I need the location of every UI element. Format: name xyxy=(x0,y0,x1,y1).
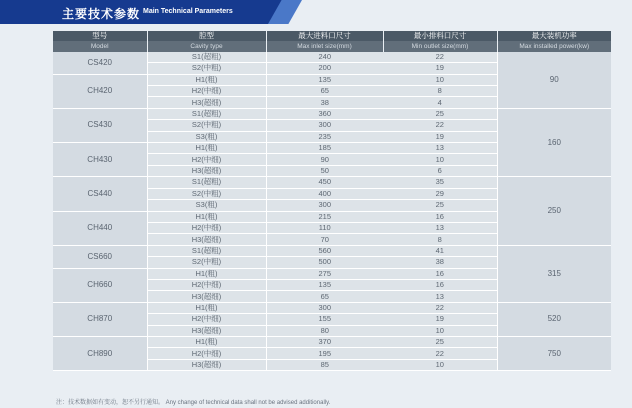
header-model-cn: 型号 xyxy=(53,31,147,41)
cavity-type-cell: S1(超粗) xyxy=(147,108,266,119)
page-subtitle: Main Technical Parameters xyxy=(143,8,233,15)
table-row xyxy=(53,336,611,347)
cavity-type-cell: S2(中粗) xyxy=(147,120,266,131)
outlet-size-cell: 16 xyxy=(383,268,497,279)
outlet-size-cell: 13 xyxy=(383,291,497,302)
inlet-size-cell: 300 xyxy=(266,302,383,313)
model-cell: CH660 xyxy=(53,268,147,302)
cavity-type-cell: S1(超粗) xyxy=(147,245,266,256)
inlet-size-cell: 300 xyxy=(266,200,383,211)
outlet-size-cell: 19 xyxy=(383,314,497,325)
outlet-size-cell: 16 xyxy=(383,279,497,290)
model-cell: CH870 xyxy=(53,302,147,336)
outlet-size-cell: 8 xyxy=(383,86,497,97)
cavity-type-cell: H3(超细) xyxy=(147,234,266,245)
header-row-en xyxy=(53,41,611,51)
outlet-size-cell: 19 xyxy=(383,131,497,142)
cavity-type-cell: S2(中粗) xyxy=(147,188,266,199)
inlet-size-cell: 135 xyxy=(266,74,383,85)
header-inlet-en: Max inlet size(mm) xyxy=(266,41,383,51)
header-model-en: Model xyxy=(53,41,147,51)
cavity-type-cell: H1(粗) xyxy=(147,211,266,222)
cavity-type-cell: H3(超细) xyxy=(147,165,266,176)
page-title: 主要技术参数 xyxy=(62,7,141,21)
outlet-size-cell: 38 xyxy=(383,257,497,268)
outlet-size-cell: 25 xyxy=(383,108,497,119)
cavity-type-cell: H2(中细) xyxy=(147,279,266,290)
table-row xyxy=(53,302,611,313)
inlet-size-cell: 300 xyxy=(266,120,383,131)
outlet-size-cell: 10 xyxy=(383,359,497,370)
outlet-size-cell: 10 xyxy=(383,154,497,165)
inlet-size-cell: 200 xyxy=(266,63,383,74)
outlet-size-cell: 8 xyxy=(383,234,497,245)
cavity-type-cell: S2(中粗) xyxy=(147,63,266,74)
inlet-size-cell: 70 xyxy=(266,234,383,245)
model-cell: CH430 xyxy=(53,143,147,177)
inlet-size-cell: 135 xyxy=(266,279,383,290)
outlet-size-cell: 10 xyxy=(383,325,497,336)
inlet-size-cell: 80 xyxy=(266,325,383,336)
header-bar xyxy=(0,0,632,26)
inlet-size-cell: 240 xyxy=(266,52,383,63)
cavity-type-cell: H3(超细) xyxy=(147,325,266,336)
header-outlet-cn: 最小排料口尺寸 xyxy=(383,31,497,41)
inlet-size-cell: 195 xyxy=(266,348,383,359)
inlet-size-cell: 65 xyxy=(266,86,383,97)
power-cell: 520 xyxy=(497,302,611,336)
outlet-size-cell: 25 xyxy=(383,336,497,347)
model-cell: CS660 xyxy=(53,245,147,268)
header-cavity-en: Cavity type xyxy=(147,41,266,51)
inlet-size-cell: 185 xyxy=(266,143,383,154)
inlet-size-cell: 38 xyxy=(266,97,383,108)
table-row xyxy=(53,52,611,63)
inlet-size-cell: 370 xyxy=(266,336,383,347)
outlet-size-cell: 22 xyxy=(383,348,497,359)
header-row-cn xyxy=(53,31,611,41)
cavity-type-cell: H1(粗) xyxy=(147,336,266,347)
inlet-size-cell: 360 xyxy=(266,108,383,119)
cavity-type-cell: S2(中粗) xyxy=(147,257,266,268)
outlet-size-cell: 16 xyxy=(383,211,497,222)
table-body xyxy=(53,52,611,371)
outlet-size-cell: 29 xyxy=(383,188,497,199)
outlet-size-cell: 19 xyxy=(383,63,497,74)
inlet-size-cell: 155 xyxy=(266,314,383,325)
model-cell: CH890 xyxy=(53,336,147,370)
inlet-size-cell: 215 xyxy=(266,211,383,222)
cavity-type-cell: H1(粗) xyxy=(147,74,266,85)
technical-parameters-table xyxy=(53,31,611,371)
power-cell: 750 xyxy=(497,336,611,370)
header-power-cn: 最大装机功率 xyxy=(497,31,611,41)
outlet-size-cell: 13 xyxy=(383,222,497,233)
inlet-size-cell: 275 xyxy=(266,268,383,279)
cavity-type-cell: H1(粗) xyxy=(147,268,266,279)
cavity-type-cell: H3(超细) xyxy=(147,97,266,108)
cavity-type-cell: H3(超细) xyxy=(147,359,266,370)
cavity-type-cell: S1(超粗) xyxy=(147,177,266,188)
inlet-size-cell: 90 xyxy=(266,154,383,165)
inlet-size-cell: 235 xyxy=(266,131,383,142)
inlet-size-cell: 400 xyxy=(266,188,383,199)
model-cell: CS430 xyxy=(53,108,147,142)
header-power-en: Max installed power(kw) xyxy=(497,41,611,51)
outlet-size-cell: 22 xyxy=(383,120,497,131)
outlet-size-cell: 35 xyxy=(383,177,497,188)
header-inlet-cn: 最大进料口尺寸 xyxy=(266,31,383,41)
inlet-size-cell: 500 xyxy=(266,257,383,268)
cavity-type-cell: S3(粗) xyxy=(147,200,266,211)
model-cell: CH420 xyxy=(53,74,147,108)
cavity-type-cell: H2(中细) xyxy=(147,86,266,97)
model-cell: CS420 xyxy=(53,52,147,74)
header-outlet-en: Min outlet size(mm) xyxy=(383,41,497,51)
model-cell: CH440 xyxy=(53,211,147,245)
cavity-type-cell: H3(超细) xyxy=(147,291,266,302)
cavity-type-cell: H2(中细) xyxy=(147,154,266,165)
inlet-size-cell: 450 xyxy=(266,177,383,188)
power-cell: 250 xyxy=(497,177,611,245)
model-cell: CS440 xyxy=(53,177,147,211)
cavity-type-cell: H1(粗) xyxy=(147,302,266,313)
inlet-size-cell: 85 xyxy=(266,359,383,370)
outlet-size-cell: 4 xyxy=(383,97,497,108)
cavity-type-cell: H2(中细) xyxy=(147,222,266,233)
cavity-type-cell: H2(中细) xyxy=(147,314,266,325)
outlet-size-cell: 22 xyxy=(383,52,497,63)
footnote: 注：技术数据如有变动，恕不另行通知。 Any change of technical data shall not be advised additionally. xyxy=(56,400,331,406)
outlet-size-cell: 13 xyxy=(383,143,497,154)
inlet-size-cell: 65 xyxy=(266,291,383,302)
inlet-size-cell: 110 xyxy=(266,222,383,233)
cavity-type-cell: H2(中细) xyxy=(147,348,266,359)
outlet-size-cell: 10 xyxy=(383,74,497,85)
inlet-size-cell: 560 xyxy=(266,245,383,256)
cavity-type-cell: H1(粗) xyxy=(147,143,266,154)
power-cell: 315 xyxy=(497,245,611,302)
header-cavity-cn: 腔型 xyxy=(147,31,266,41)
table-row xyxy=(53,177,611,188)
cavity-type-cell: S1(超粗) xyxy=(147,52,266,63)
cavity-type-cell: S3(粗) xyxy=(147,131,266,142)
outlet-size-cell: 6 xyxy=(383,165,497,176)
power-cell: 90 xyxy=(497,52,611,109)
table-row xyxy=(53,108,611,119)
power-cell: 160 xyxy=(497,108,611,176)
outlet-size-cell: 41 xyxy=(383,245,497,256)
outlet-size-cell: 22 xyxy=(383,302,497,313)
inlet-size-cell: 50 xyxy=(266,165,383,176)
outlet-size-cell: 25 xyxy=(383,200,497,211)
table-row xyxy=(53,245,611,256)
